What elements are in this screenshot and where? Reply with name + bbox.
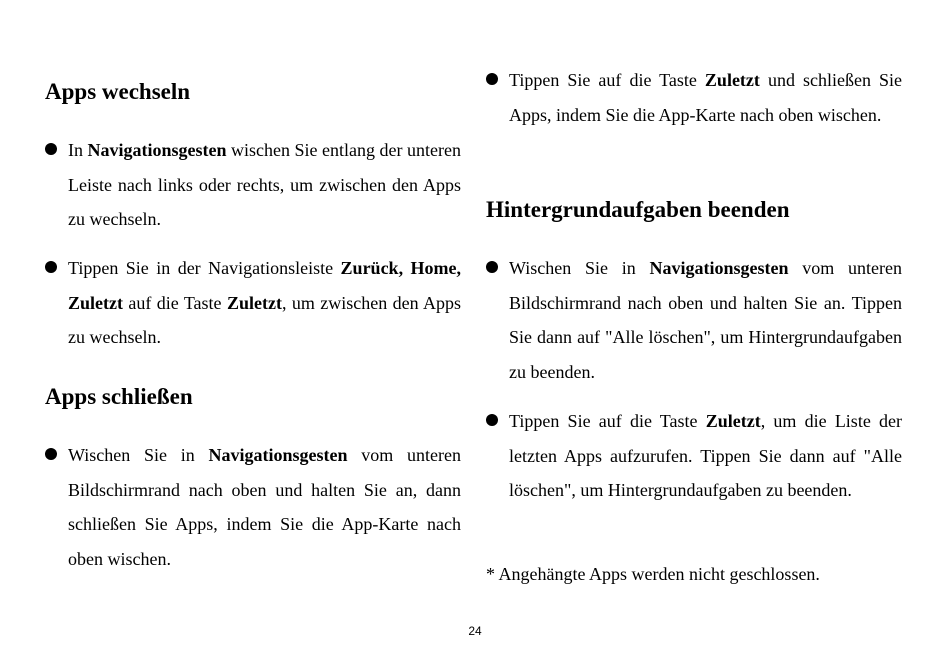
bullet-dot-icon [45, 261, 57, 273]
bullet-dot-icon [486, 73, 498, 85]
page-number: 24 [468, 624, 482, 638]
bullet-text [68, 133, 461, 237]
text-run: Tippen Sie auf die Taste [509, 411, 706, 431]
bold-term: Zurück, Home, Zuletzt [68, 258, 461, 313]
bullet-text [509, 63, 902, 132]
bullet-text [509, 251, 902, 389]
text-run: In [68, 140, 88, 160]
text-run: Tippen Sie in der Navigationsleiste [68, 258, 341, 278]
bold-term: Zuletzt [704, 70, 760, 90]
text-run: Wischen Sie in [509, 258, 650, 278]
text-run: und schließen Sie Apps, indem Sie die App-Karte nach oben wischen. [509, 70, 902, 125]
heading-hintergrundaufgaben-beenden: Hintergrundaufgaben beenden [486, 197, 790, 222]
heading-apps-schliessen: Apps schließen [45, 384, 193, 409]
bullet-navigation-bar-switch [45, 251, 461, 355]
bullet-dot-icon [45, 143, 57, 155]
bold-term: Zuletzt [226, 292, 282, 313]
text-run: , um zwischen den Apps zu wechseln. [68, 292, 461, 347]
bold-term: Navigationsgesten [208, 445, 348, 465]
text-run: vom unteren Bildschirmrand nach oben und halten Sie an, dann schließen Sie Apps, indem Sie die App-Karte nach oben wischen. [68, 445, 461, 569]
text-run: Tippen Sie auf die Taste [509, 70, 705, 90]
bold-term: Zuletzt [705, 411, 761, 431]
text-run: Wischen Sie in [68, 445, 209, 465]
bullet-dot-icon [486, 261, 498, 273]
bullet-navigation-gestures-close [45, 438, 461, 576]
footnote-pinned-apps: * Angehängte Apps werden nicht geschlossen. [486, 564, 820, 584]
bullet-recent-key-end-tasks [486, 404, 902, 508]
bullet-navigation-gestures-end-tasks [486, 251, 902, 389]
bullet-recent-key-close [486, 63, 902, 132]
text-run: , um die Liste der letzten Apps aufzurufen. Tippen Sie dann auf "Alle löschen", um Hintergrundaufgaben zu beenden. [509, 411, 902, 500]
bullet-text [509, 404, 902, 508]
bullet-text [68, 438, 461, 576]
text-run: auf die Taste [122, 292, 227, 313]
text-run: vom unteren Bildschirmrand nach oben und halten Sie an. Tippen Sie dann auf "Alle löschen", um Hintergrundaufgaben zu beenden. [509, 258, 902, 382]
bold-term: Navigationsgesten [87, 140, 227, 160]
bullet-text [68, 251, 461, 355]
heading-apps-wechseln: Apps wechseln [45, 79, 191, 104]
bullet-dot-icon [486, 414, 498, 426]
bold-term: Navigationsgesten [649, 258, 789, 278]
text-run: wischen Sie entlang der unteren Leiste nach links oder rechts, um zwischen den Apps zu wechseln. [68, 140, 462, 229]
bullet-navigation-gestures-switch [45, 133, 461, 237]
bullet-dot-icon [45, 448, 57, 460]
